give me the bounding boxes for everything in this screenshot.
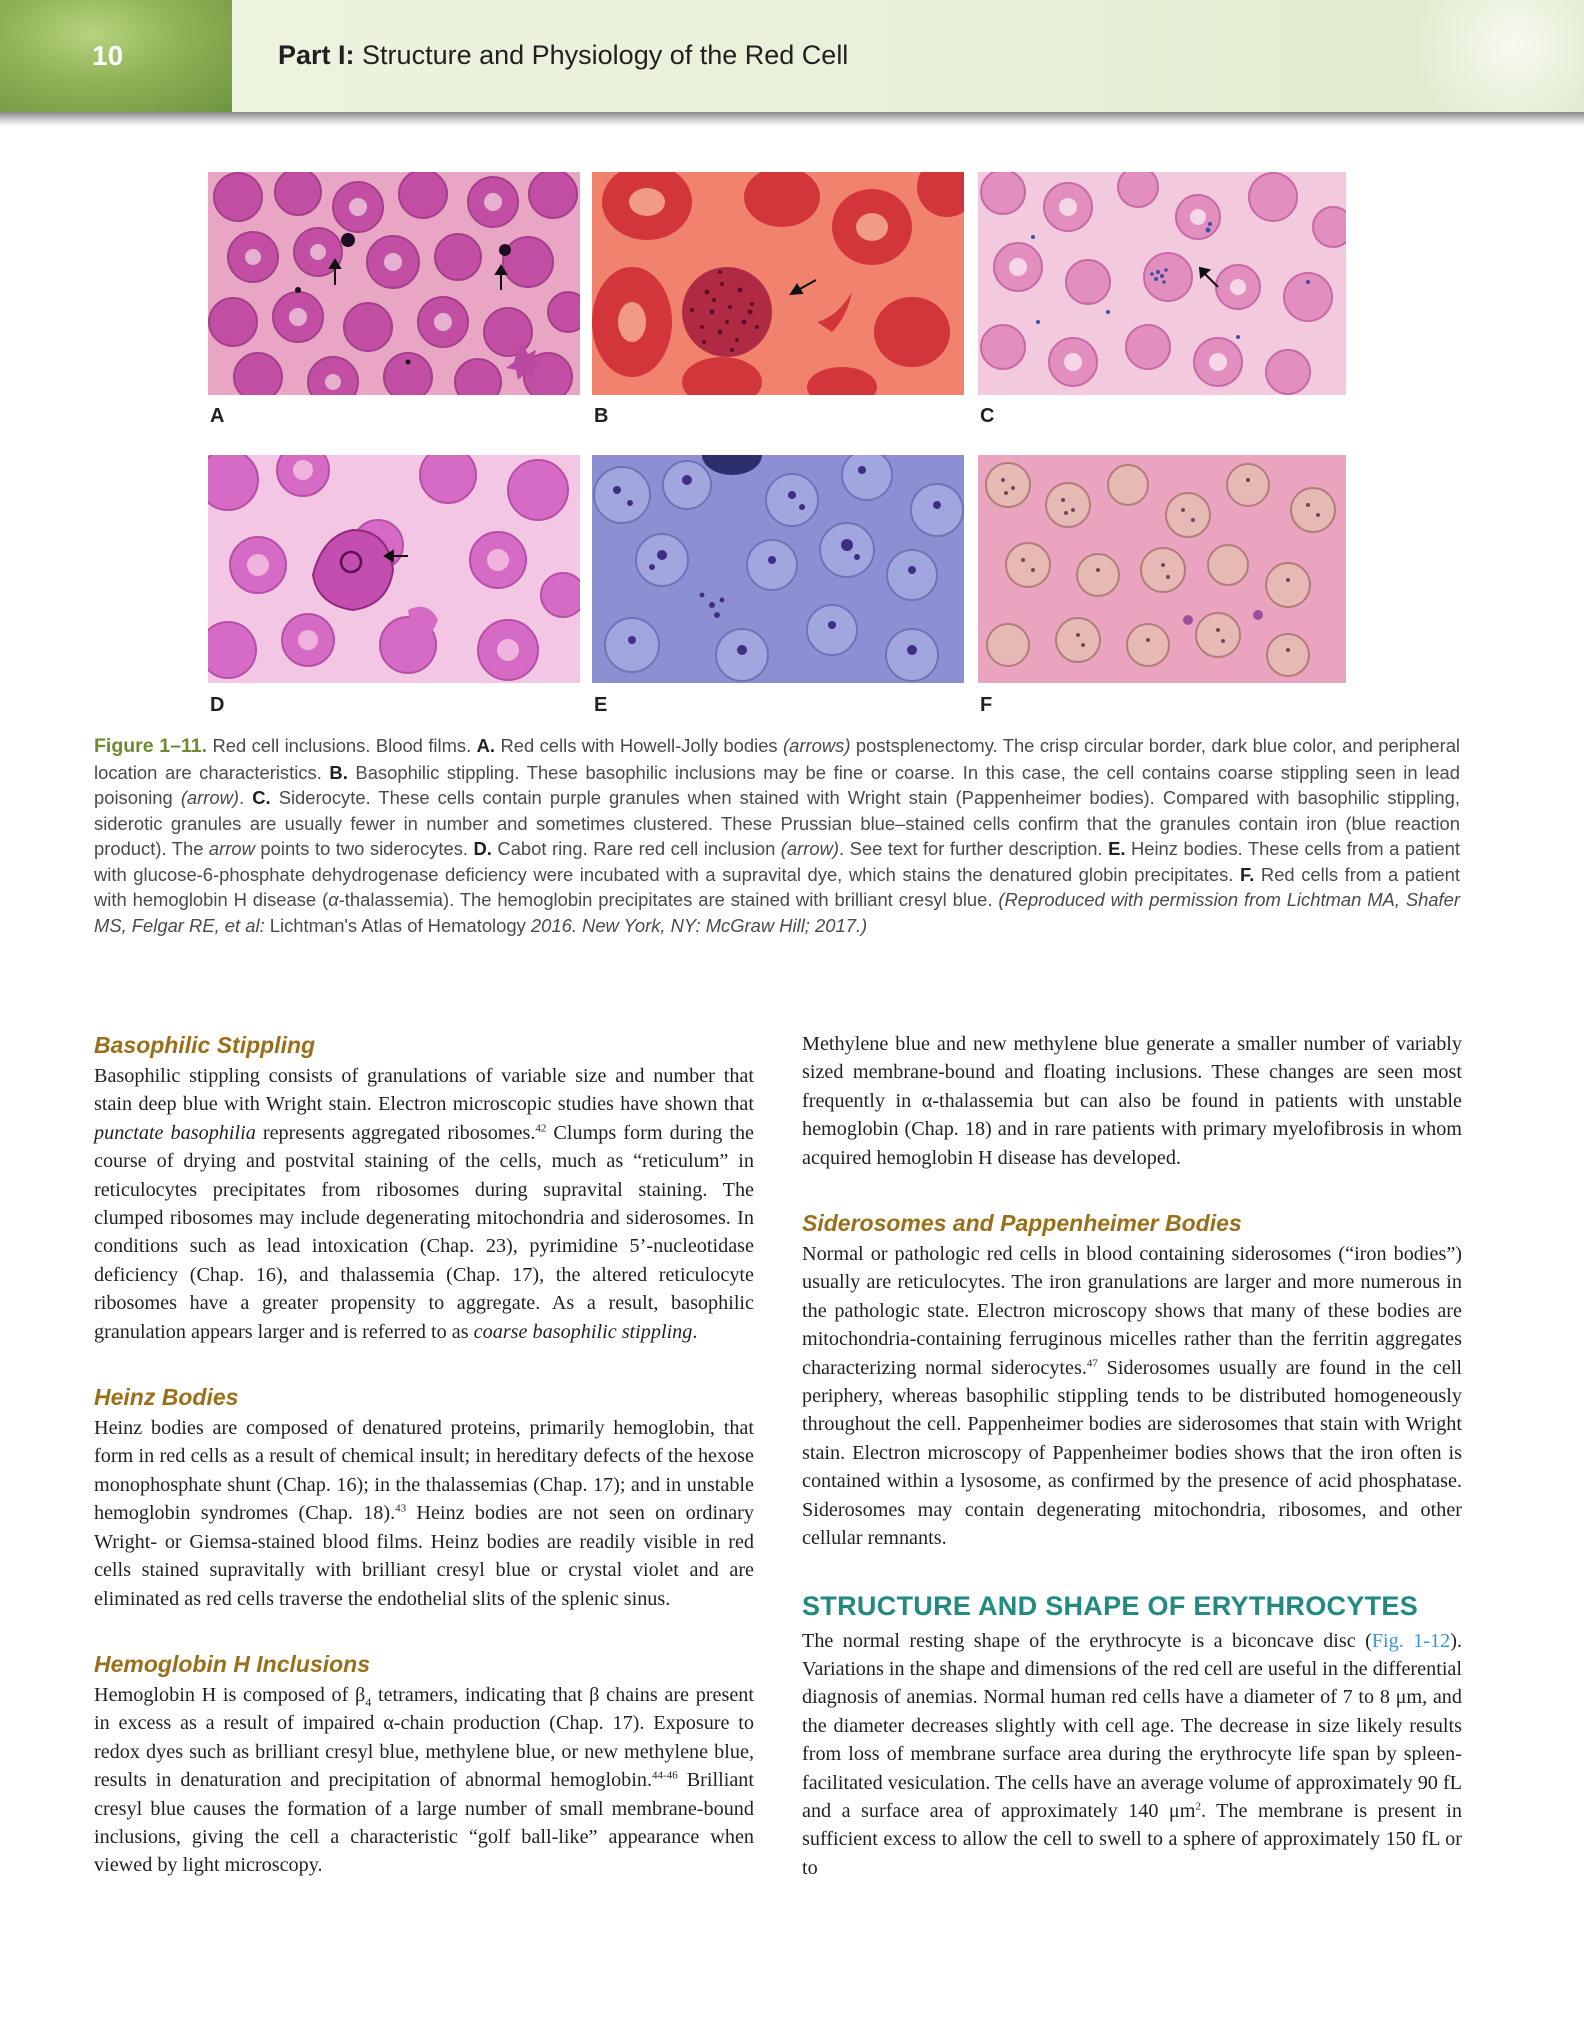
caption-text: . See text for further description. (839, 838, 1109, 859)
paragraph-basophilic-stippling (94, 1062, 754, 1346)
part-label: Part I: (278, 40, 355, 70)
subscript: 4 (365, 1694, 372, 1709)
caption-panel-label: E. (1108, 838, 1126, 859)
reference-superscript: 44-46 (652, 1769, 678, 1782)
heading-siderosomes: Siderosomes and Pappenheimer Bodies (802, 1210, 1242, 1237)
body-italic: punctate basophilia (94, 1121, 256, 1144)
heading-basophilic-stippling: Basophilic Stippling (94, 1032, 316, 1058)
body-text: ). Variations in the shape and dimensions of the red cell are useful in the differential diagnosis of anemias. Normal human red cells have a diameter of 7 to 8 μm, and the diameter decreases slightly with cell age. The decrease in size likely results from loss of membrane surface area during the erythrocyte life span by spleen-facilitated vesiculation. The cells have an average volume of approximately 90 fL and a surface area of approximately 140 μm (802, 1629, 1462, 1822)
caption-text: Cabot ring. Rare red cell inclusion (491, 838, 781, 859)
reference-superscript: 42 (535, 1122, 547, 1135)
caption-text: -thalassemia). The hemoglobin precipitates are stained with brilliant cresyl blue. (338, 889, 999, 910)
caption-text: postsplenectomy. The crisp circular border, dark blue color, and peripheral location are characteristics. (94, 735, 1461, 783)
panel-label-d: D (210, 694, 225, 716)
hemoglobin-h-inclusions-micrograph (978, 455, 1346, 683)
body-text: tetramers, indicating that β chains are present in excess as a result of impaired α-chain production (Chap. 17). Exposure to redox dyes such as brilliant cresyl blue, methylene blue, or new methylene blue, results in denaturation and precipitation of abnormal hemoglobin. (94, 1683, 754, 1792)
figure-caption (94, 733, 1460, 938)
figure-reference-link[interactable]: Fig. 1-12 (1371, 1629, 1451, 1652)
panel-label-b: B (594, 405, 609, 427)
caption-text: Red cells from a patient with hemoglobin H disease ( (94, 863, 1460, 910)
figure-label: Figure 1–11. (94, 735, 208, 757)
section-heading-structure: STRUCTURE AND SHAPE OF ERYTHROCYTES (802, 1590, 1419, 1621)
header-shadow (0, 112, 1584, 126)
cabot-ring-micrograph (208, 455, 580, 683)
panel-label-c: C (980, 405, 995, 427)
basophilic-stippling-micrograph (592, 172, 964, 395)
figure-panel-e (592, 455, 964, 683)
left-column (94, 1030, 754, 1880)
body-text: Brilliant cresyl blue causes the formation of a large number of small membrane-bound inclusions, giving the cell a characteristic “golf ball-like” appearance when viewed by light microscopy. (94, 1769, 754, 1877)
caption-italic: (arrow) (780, 838, 840, 859)
caption-credit: (Reproduced with permission from Lichtman MA, Shafer MS, Felgar RE, et al: (94, 889, 1460, 936)
caption-italic: arrow (208, 838, 255, 859)
caption-panel-label: B. (329, 761, 348, 783)
paragraph-hemoglobin-h (94, 1681, 754, 1880)
paragraph-siderosomes (802, 1240, 1462, 1552)
body-text: Normal or pathologic red cells in blood containing siderosomes (“iron bodies”) usually are reticulocytes. The iron granulations are larger and more numerous in the pathologic state. Electron microscopy shows that many of these bodies are mitochondria-containing ferruginous micelles rather than the ferritin aggregates characterizing normal siderocytes. (802, 1243, 1462, 1379)
howell-jolly-bodies-micrograph (208, 172, 580, 395)
caption-panel-label: C. (252, 787, 271, 808)
caption-panel-label: A. (476, 735, 496, 756)
siderocyte-micrograph (978, 172, 1346, 395)
paragraph-hemoglobin-h-continued: Methylene blue and new methylene blue generate a smaller number of variably sized membrane-bound and floating inclusions. These changes are seen most frequently in α-thalassemia but can also be found in patients with unstable hemoglobin (Chap. 18) and in rare patients with primary myelofibrosis in whom acquired hemoglobin H disease has developed. (802, 1033, 1462, 1169)
caption-credit: 2016. New York, NY: McGraw Hill; 2017.) (530, 914, 868, 936)
body-text: Hemoglobin H is composed of (94, 1683, 356, 1706)
part-title: Structure and Physiology of the Red Cell (362, 40, 849, 70)
body-text: Heinz bodies are composed of denatured proteins, primarily hemoglobin, that form in red cells as a result of chemical insult; in hereditary defects of the hexose monophosphate shunt (Chap. 16); in the thalassemias (Chap. 17); and in unstable hemoglobin syndromes (Chap. 18). (94, 1417, 754, 1525)
body-text: Heinz bodies are not seen on ordinary Wright- or Giemsa-stained blood films. Heinz bodies are readily visible in red cells stained supravitally with brilliant cresyl blue or crystal violet and are eliminated as red cells traverse the endothelial slits of the splenic sinus. (94, 1502, 754, 1610)
paragraph-structure (802, 1627, 1462, 1883)
reference-superscript: 47 (1086, 1356, 1098, 1369)
body-text: Clumps form during the course of drying and postvital staining of the cells, much as “reticulum” in reticulocytes precipitates from ribosomes during supravital staining. The clumped ribosomes may include degenerating mitochondria and siderosomes. In conditions such as lead intoxication (Chap. 23), pyrimidine 5’-nucleotidase deficiency (Chap. 16), and thalassemia (Chap. 17), the altered reticulocyte ribosomes have a greater propensity to aggregate. As a result, basophilic granulation appears larger and is referred to as (94, 1121, 754, 1343)
body-text: . (692, 1320, 698, 1343)
figure-panel-f (978, 455, 1346, 683)
right-column (802, 1030, 1462, 1882)
caption-text: . (239, 787, 253, 808)
running-head (278, 40, 848, 71)
caption-panel-label: D. (473, 838, 492, 859)
caption-italic: (arrows) (783, 735, 851, 756)
body-text: represents aggregated ribosomes. (255, 1121, 536, 1144)
caption-text: Red cells with Howell-Jolly bodies (495, 735, 784, 756)
body-italic: coarse basophilic stippling (473, 1320, 693, 1343)
figure-panel-c (978, 172, 1346, 395)
panel-label-f: F (980, 694, 993, 716)
page-number: 10 (92, 40, 124, 71)
caption-italic: α (328, 889, 339, 910)
body-symbol: β (355, 1683, 366, 1706)
caption-text: Basophilic stippling. These basophilic inclusions may be fine or coarse. In this case, the cell contains coarse stippling seen in lead poisoning (94, 761, 1460, 808)
panel-label-a: A (210, 405, 225, 427)
caption-text: Red cell inclusions. Blood films. (207, 735, 477, 756)
body-text: Siderosomes usually are found in the cell periphery, whereas basophilic stippling tends to be distributed homogeneously throughout the cell. Pappenheimer bodies are siderosomes that stain with Wright stain. Electron microscopy of Pappenheimer bodies shows that the iron often is contained within a lysosome, as confirmed by the presence of acid phosphatase. Siderosomes may contain degenerating mitochondria, ribosomes, and other cellular remnants. (802, 1356, 1463, 1550)
body-text: The normal resting shape of the erythrocyte is a biconcave disc ( (802, 1629, 1372, 1652)
panel-label-e: E (594, 694, 608, 716)
superscript: 2 (1195, 1800, 1201, 1813)
caption-text: Siderocyte. These cells contain purple granules when stained with Wright stain (Pappenheimer bodies). Compared with basophilic stippling, siderotic granules are usually fewer in number and sometimes clustered. These Prussian blue–stained cells confirm that the granules contain iron (blue reaction product). The (94, 787, 1460, 859)
caption-text: points to two siderocytes. (254, 838, 474, 859)
paragraph-heinz-bodies (94, 1414, 754, 1613)
page-header (0, 0, 1584, 115)
caption-panel-label: F. (1240, 863, 1255, 885)
heinz-bodies-micrograph (592, 455, 964, 683)
heading-heinz-bodies: Heinz Bodies (94, 1384, 239, 1411)
caption-italic: (arrow) (180, 787, 240, 808)
figure-panel-b (592, 172, 964, 395)
caption-credit: Lichtman's Atlas of Hematology (264, 914, 531, 936)
heading-hemoglobin-h: Hemoglobin H Inclusions (94, 1650, 371, 1677)
body-text: . The membrane is present in sufficient excess to allow the cell to swell to a sphere of approximately 150 fL or to (802, 1799, 1462, 1879)
header-decoration (1354, 0, 1584, 112)
figure-panel-a (208, 172, 580, 395)
figure-panel-d (208, 455, 580, 683)
reference-superscript: 43 (395, 1502, 407, 1515)
body-text: Basophilic stippling consists of granulations of variable size and number that stain deep blue with Wright stain. Electron microscopic studies have shown that (94, 1065, 754, 1116)
caption-text: Heinz bodies. These cells from a patient with glucose-6-phosphate dehydrogenase deficiency were incubated with a supravital dye, which stains the denatured globin precipitates. (94, 838, 1460, 885)
